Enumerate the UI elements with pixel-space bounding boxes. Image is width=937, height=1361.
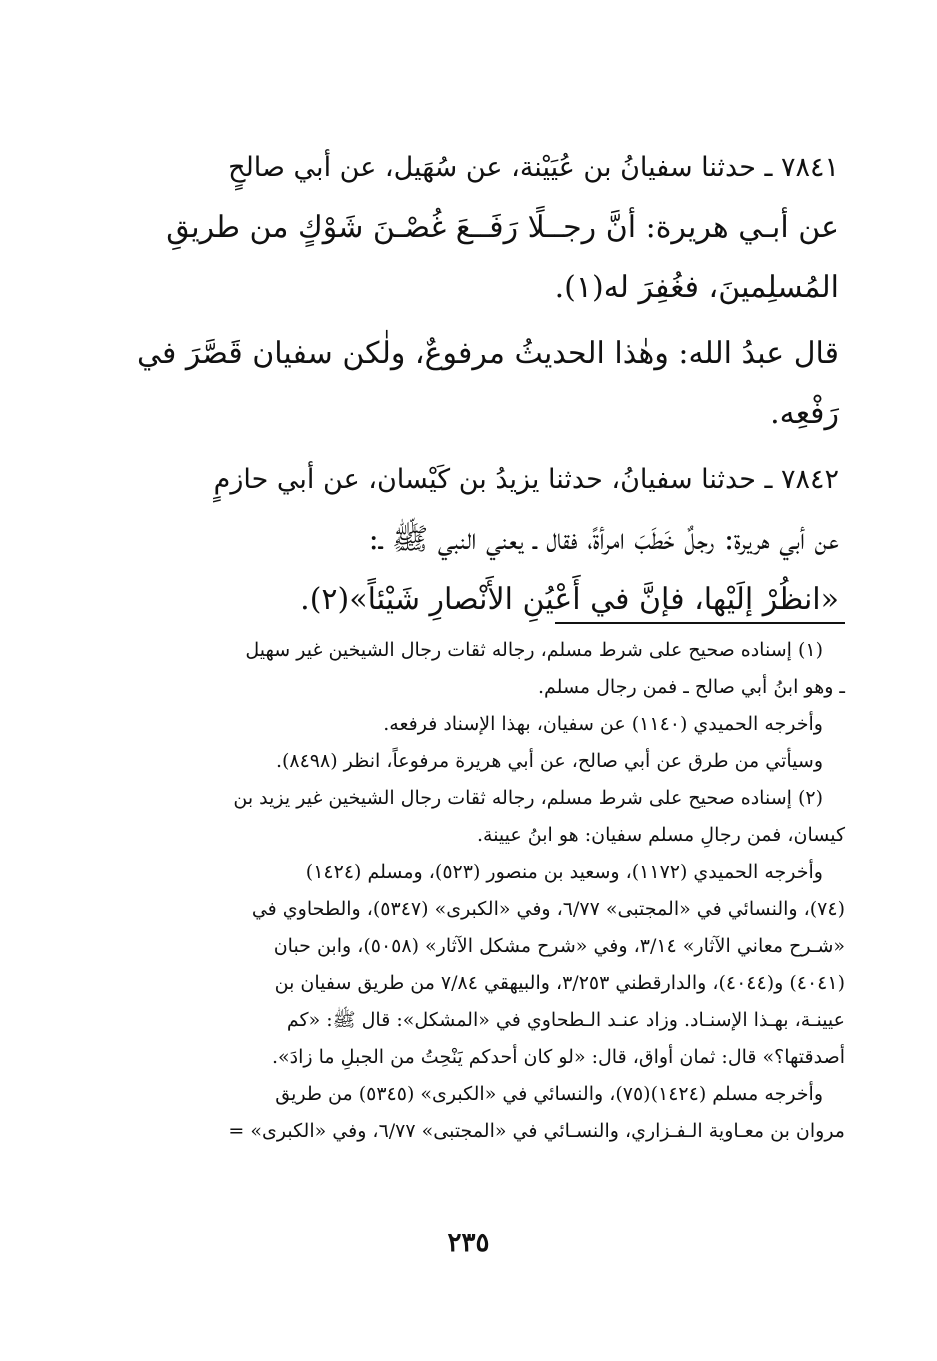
hadith-7842-line-3: «انظُرْ إلَيْها، فإنَّ في أَعْيُنِ الأَنْصارِ شَيْئاً»(٢). (300, 582, 839, 617)
hadith-7841-line-3: المُسلِمينَ، فغُفِرَ له(١). (554, 270, 839, 305)
footnote-2-line-5: «شـرح معاني الآثار» ٣/١٤، وفي «شرح مشكل الآثار» (٥٠٥٨)، وابن حبان (273, 935, 845, 957)
footnote-separator (555, 622, 845, 624)
abdullah-comment-line-2: رَفْعِه. (770, 396, 839, 431)
hadith-7841-line-1: ٧٨٤١ ـ حدثنا سفيانُ بن عُيَيْنة، عن سُهَيل، عن أبي صالحٍ (228, 152, 839, 183)
footnote-2-line-9: وأخرجه مسلم (١٤٢٤)(٧٥)، والنسائي في «الكبرى» (٥٣٤٥) من طريق (275, 1083, 823, 1105)
footnote-1-line-1: (١) إسناده صحيح على شرط مسلم، رجاله ثقات رجال الشيخين غير سهيل (245, 639, 823, 661)
footnote-2-line-1: (٢) إسناده صحيح على شرط مسلم، رجاله ثقات رجال الشيخين غير يزيد بن (233, 787, 823, 809)
page-number: ٢٣٥ (447, 1228, 490, 1258)
hadith-7842-line-1: ٧٨٤٢ ـ حدثنا سفيانُ، حدثنا يزيدُ بن كَيْسان، عن أبي حازمٍ (213, 464, 839, 495)
footnote-1-line-4: وسيأتي من طرق عن أبي صالح، عن أبي هريرة مرفوعاً، انظر (٨٤٩٨). (275, 750, 823, 772)
footnote-2-line-6: (٤٠٤١) و(٤٠٤٤)، والدارقطني ٣/٢٥٣، والبيهقي ٧/٨٤ من طريق سفيان بن (274, 972, 845, 994)
footnote-1-line-2: ـ وهو ابنُ أبي صالح ـ فمن رجال مسلم. (537, 676, 845, 698)
footnote-1-line-3: وأخرجه الحميدي (١١٤٠) عن سفيان، بهذا الإسناد فرفعه. (383, 713, 823, 735)
footnote-2-line-2: كيسان، فمن رجالِ مسلم سفيان: هو ابنُ عيينة. (476, 824, 845, 846)
hadith-7841-line-2: عن أبـي هريرة: أنَّ رجــلًا رَفَــعَ غُصْـنَ شَوْكٍ من طريقِ (166, 210, 839, 245)
footnote-2-line-4: (٧٤)، والنسائي في «المجتبى» ٦/٧٧، وفي «الكبرى» (٥٣٤٧)، والطحاوي في (251, 898, 845, 920)
footnote-2-line-8: أصدقتها؟» قال: ثمان أواق، قال: «لو كان أحدكم يَنْحِتُ من الجبلِ ما زادَ». (272, 1046, 845, 1068)
main-text (136, 138, 839, 630)
footnote-2-line-7: عيينـة، بهـذا الإسنـاد. وزاد عنـد الـطحاوي في «المشكل»: قال ﷺ: «كم (286, 1009, 845, 1031)
footnote-2-line-3: وأخرجه الحميدي (١١٧٢)، وسعيد بن منصور (٥٢٣)، ومسلم (١٤٢٤) (305, 861, 823, 883)
hadith-7842-line-2: عن أبي هريرة: رجلٌ خَطَبَ امرأةً، فقال ـ يعني النبي ﷺ ـ: (368, 522, 839, 557)
footnotes (143, 632, 845, 1150)
abdullah-comment-line-1: قال عبدُ الله: وهٰذا الحديثُ مرفوعٌ، ولٰكن سفيان قَصَّرَ في (136, 336, 839, 371)
footnote-2-line-10: مروان بن معـاوية الـفـزاري، والنسـائي في «المجتبى» ٦/٧٧، وفي «الكبرى» = (228, 1120, 845, 1142)
